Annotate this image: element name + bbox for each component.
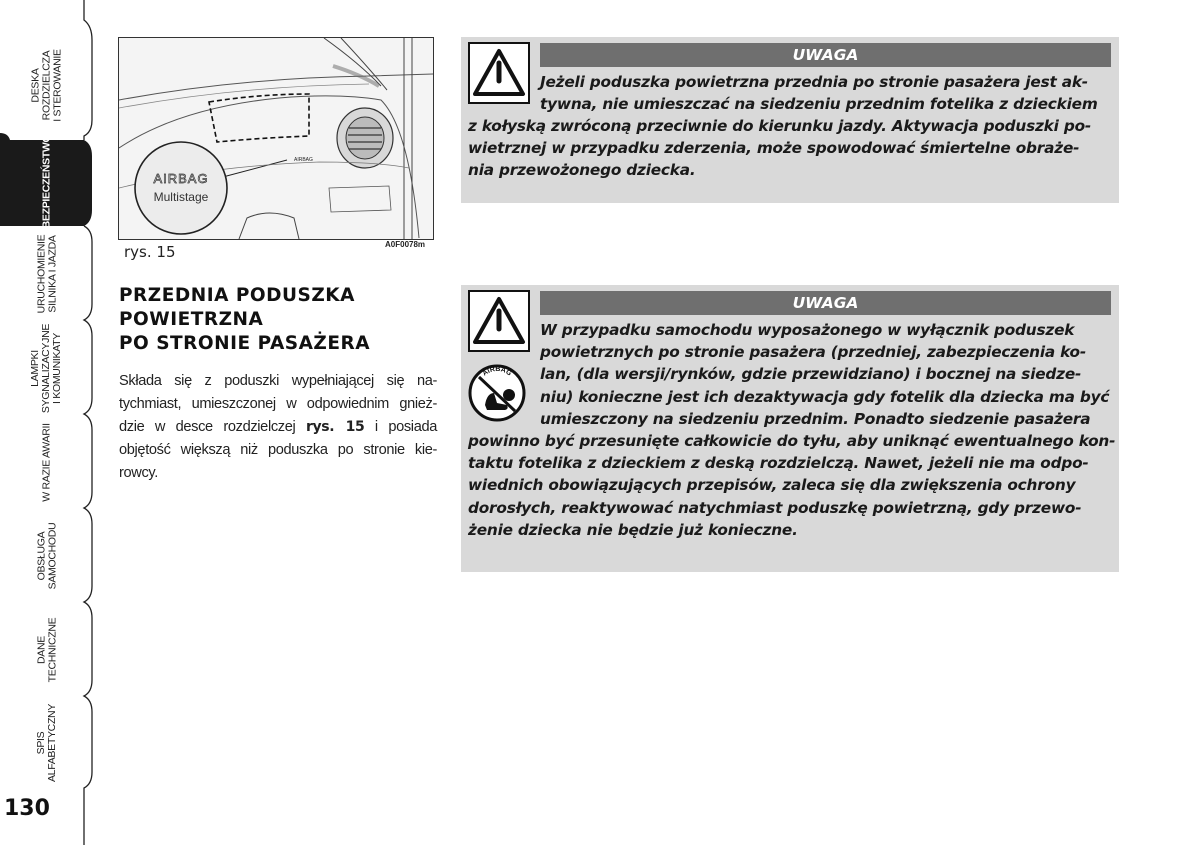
badge-multistage-text: Multistage [153,190,209,204]
tab-obsluga[interactable] [0,510,94,602]
tab-deska-rozdzielcza[interactable] [0,40,94,130]
page-number: 130 [4,796,50,821]
warning-title: UWAGA [540,43,1111,67]
section-title: PRZEDNIA PODUSZKA POWIETRZNA PO STRONIE PASAŻERA [119,285,371,354]
warning-box-2 [461,285,1119,572]
tab-bezpieczenstwo[interactable] [0,136,94,226]
dash-airbag-label: AIRBAG [294,157,313,163]
airbag-child-seat-icon [467,363,527,423]
warning-title: UWAGA [540,291,1111,315]
badge-airbag-text: AIRBAG [153,171,209,186]
tab-label: DESKA ROZDZIELCZA I STEROWANIE [29,48,64,122]
tab-w-razie-awarii[interactable] [0,416,94,508]
warning-triangle-icon [468,290,530,352]
section-body: Składa się z poduszki wypełniającej się na- tychmiast, umieszczonej w odpowiednim gnież- dzie w desce rozdzielczej rys. 15 i posiada objętość większą niż poduszka po stronie kie- rowcy. [119,373,437,481]
tab-dane-techniczne[interactable] [0,604,94,696]
tab-label: W RAZIE AWARII [40,422,53,502]
warning-text-1a: Jeżeli poduszka powietrzna przednia po stronie pasażera jest ak- tywna, nie umieszczać na siedzeniu przednim fotelika z dzieckiem [540,73,1098,114]
warning-text-2a: W przypadku samochodu wyposażonego w wyłącznik poduszek powietrznych po stronie pasażera (przedniej, zabezpieczenia ko- lan, (dla wersji/rynków, gdzie przewidziano) i bocznej na siedze- niu) konieczne jest ich dezaktywacja gdy fotelik dla dziecka ma być umieszczony na siedzeniu przednim. Ponadto siedzenie pasażera [540,321,1110,428]
tab-label: LAMPKI SYGNALIZACYJNE I KOMUNIKATY [29,323,64,413]
tab-label: URUCHOMIENIE SILNIKA I JAZDA [35,234,58,314]
icon-airbag-text: AIRBAG [481,365,513,378]
figure-code: A0F0078m [385,240,426,249]
figure-caption: rys. 15 [124,243,176,261]
dashboard-illustration [119,38,433,239]
tab-label: SPIS ALFABETYCZNY [35,703,58,783]
tab-label: DANE TECHNICZNE [34,617,58,683]
tab-lampki[interactable] [0,322,94,414]
airbag-figure [118,37,434,240]
tab-label: OBSŁUGA SAMOCHODU [34,522,58,590]
tab-uruchomienie[interactable] [0,228,94,320]
figure-reference[interactable]: rys. 15 [305,419,365,435]
warning-text-1b: z kołyską zwróconą przeciwnie do kierunku jazdy. Aktywacja poduszki po- wietrznej w przypadku zderzenia, może spowodować śmiertelne obraże- nia przewożonego dziecka. [468,117,1092,180]
tab-spis[interactable] [0,698,94,788]
warning-box-1 [461,37,1119,203]
tab-label: BEZPIECZEŃSTWO [40,134,53,228]
warning-text-2b: powinno być przesunięte całkowicie do tyłu, aby uniknąć ewentualnego kon- taktu fotelika z dzieckiem z deską rozdzielczą. Nawet, jeżeli nie ma odpo- wiednich obowiązujących przepisów, zaleca się dla zwiększenia ochrony dorosłych, reaktywować natychmiast poduszkę powietrzną, gdy przewo- żenie dziecka nie będzie już konieczne. [468,432,1116,539]
warning-triangle-icon [468,42,530,104]
chapter-tabs [0,0,100,845]
